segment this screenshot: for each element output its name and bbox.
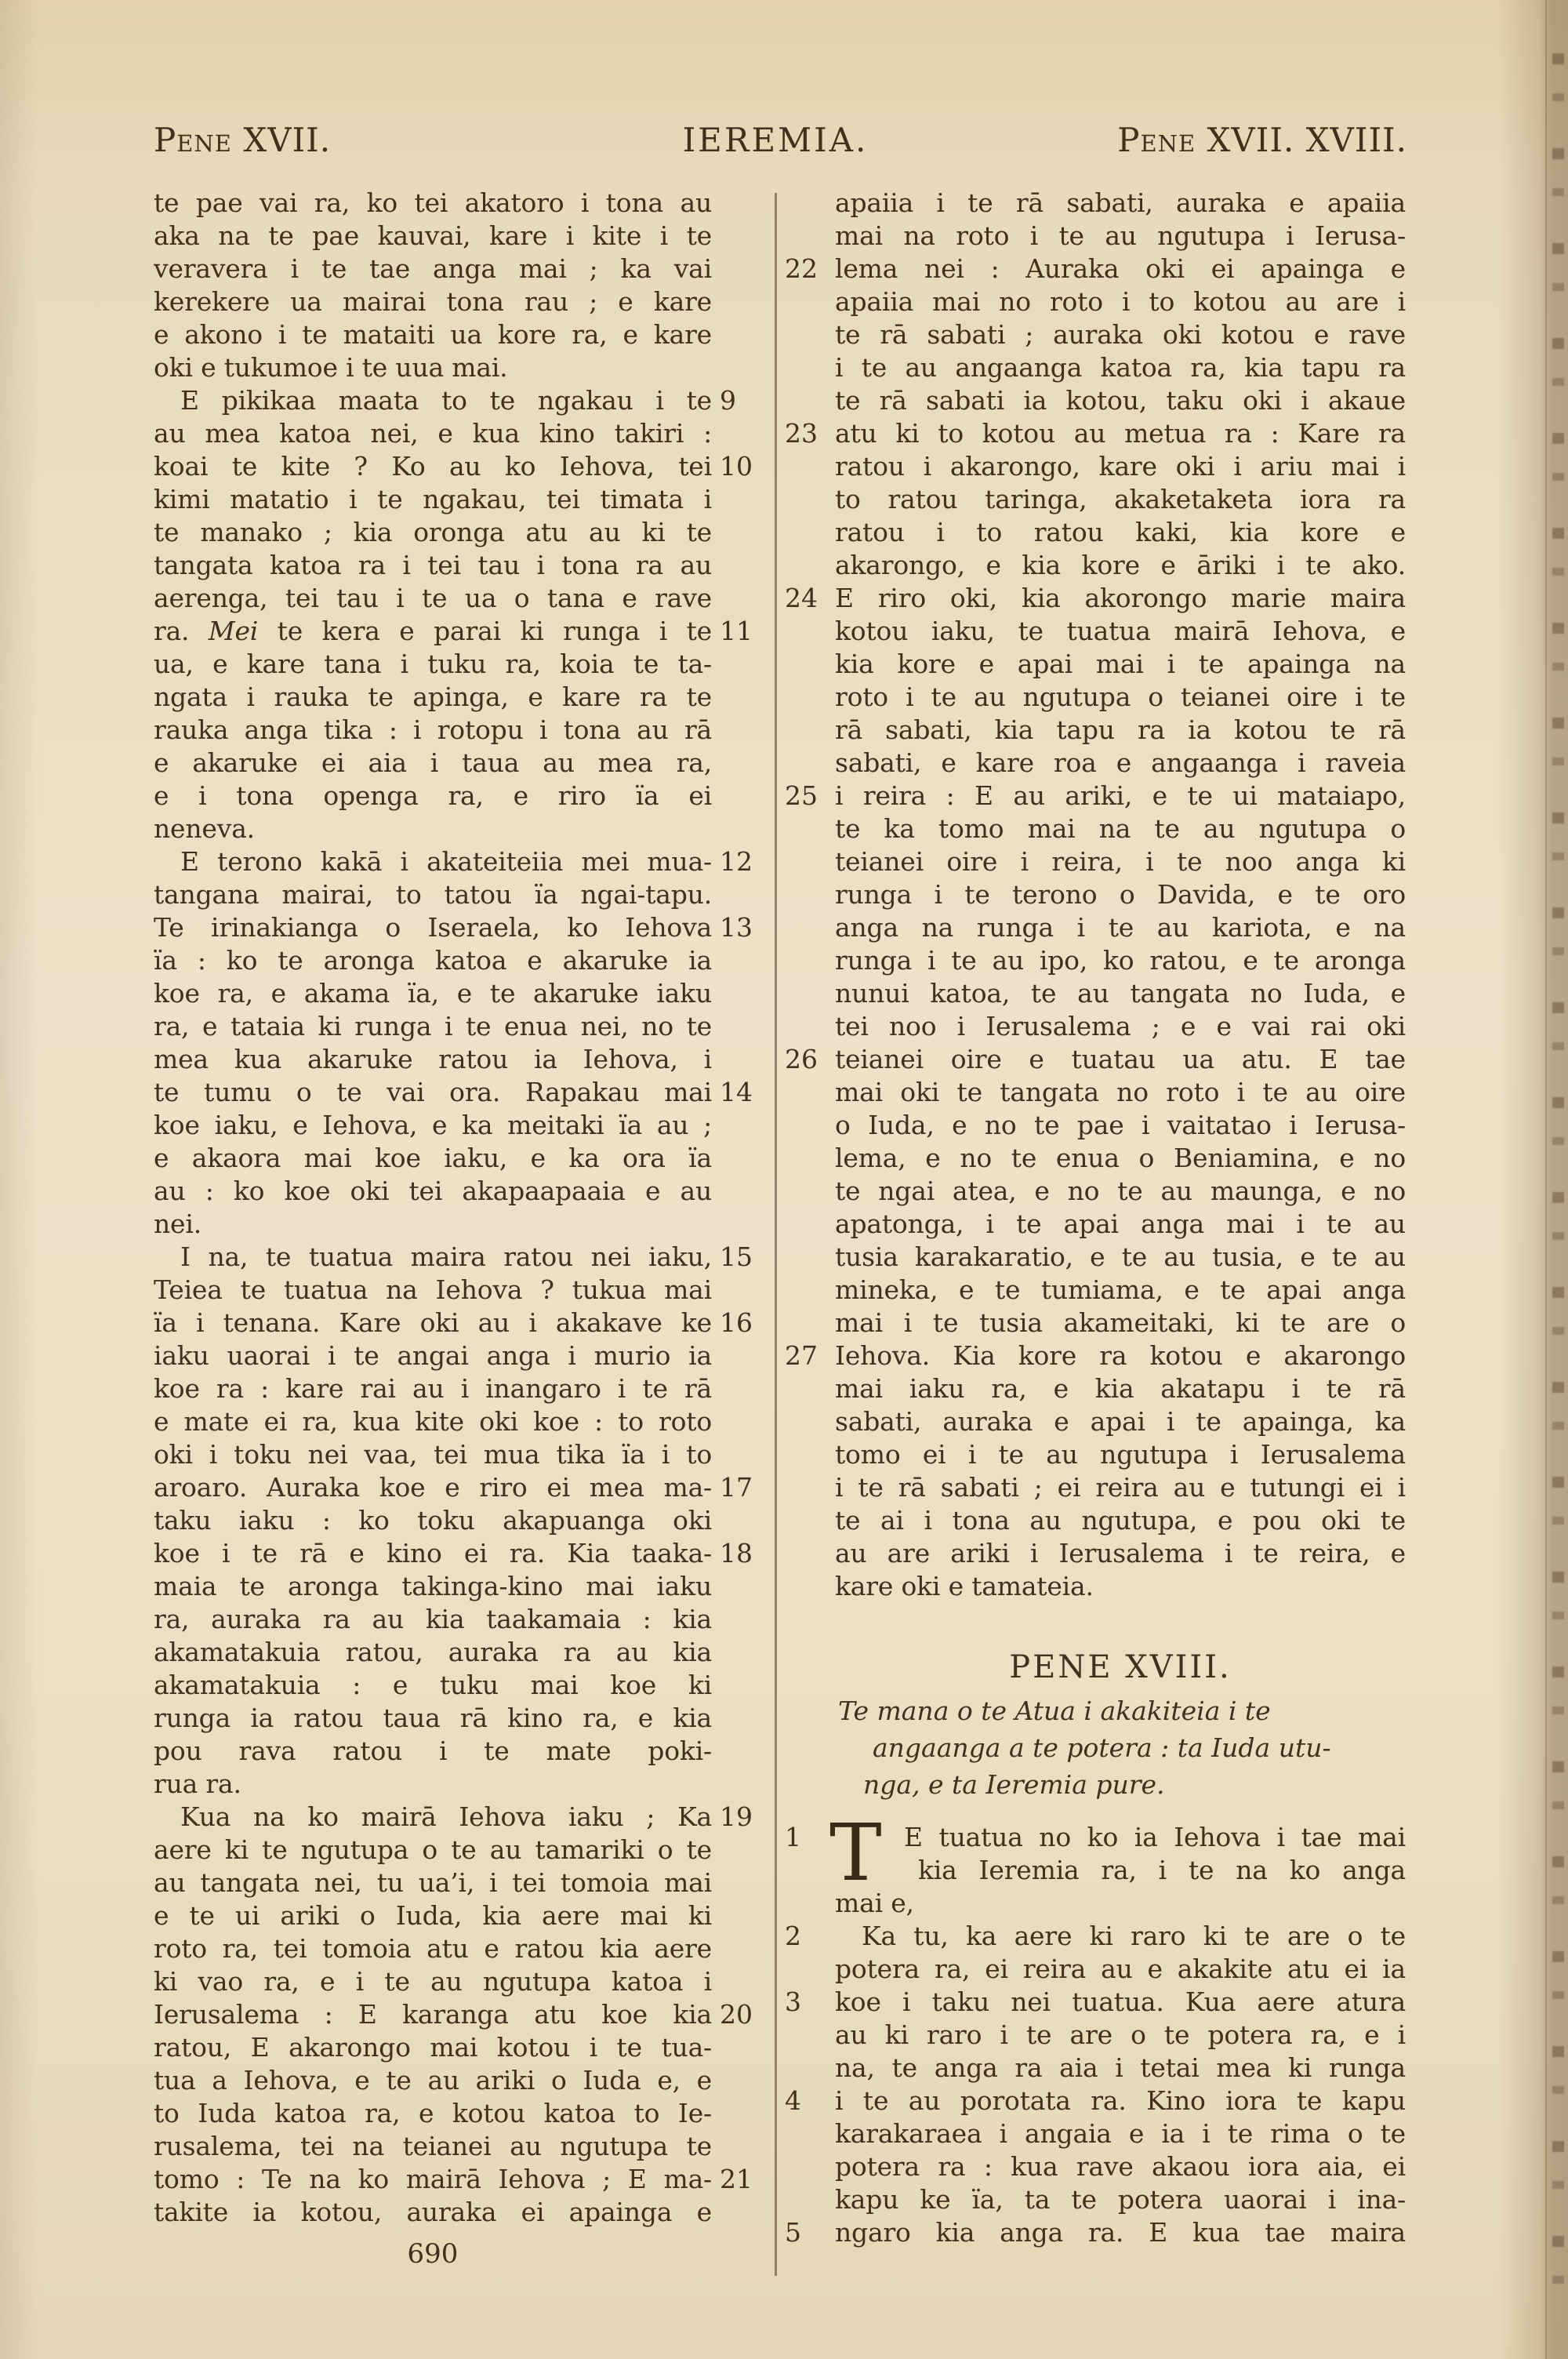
text-line: e mate ei ra, kua kite oki koe : to roto	[154, 1406, 712, 1437]
text-line: e i tona openga ra, e riro ïa ei	[154, 780, 712, 811]
chapter-summary	[835, 1692, 1406, 1803]
text-line: e akaruke ei aia i taua au mea ra,	[154, 747, 712, 778]
text-line: au mea katoa nei, e kua kino takiri :	[154, 418, 712, 449]
text-line: mai i te tusia akameitaki, ki te are o	[835, 1307, 1406, 1338]
text-line: koe ra : kare rai au i inangaro i te rā	[154, 1373, 712, 1404]
text-line: i te rā sabati ; ei reira au e tutungi ei i	[835, 1472, 1406, 1503]
text-line: potera ra : kua rave akaou iora aia, ei	[835, 2151, 1406, 2182]
text-line: ra, auraka ra au kia taakamaia : kia	[154, 1604, 712, 1634]
verse-number: 11	[720, 616, 753, 646]
text-line: aere ki te ngutupa o te au tamariki o te	[154, 1834, 712, 1865]
text-line: sabati, auraka e apai i te apainga, ka	[835, 1406, 1406, 1437]
text-line: ua, e kare tana i tuku ra, koia te ta-	[154, 649, 712, 679]
drop-cap-letter: T	[829, 1807, 882, 1899]
verse-number: 25	[785, 780, 818, 811]
chapter18-text-block	[785, 1821, 1406, 2249]
text-line: rā sabati, kia tapu ra ia kotou te rā	[835, 714, 1406, 745]
text-line: rauka anga tika : i rotopu i tona au rā	[154, 714, 712, 745]
text-line: ïa i tenana. Kare oki au i akakave ke 16	[154, 1307, 712, 1339]
text-line: mai na roto i te au ngutupa i Ierusa-	[835, 220, 1406, 251]
text-line: e te ui ariki o Iuda, kia aere mai ki	[154, 1900, 712, 1931]
text-line: te rā sabati ; auraka oki kotou e rave	[835, 319, 1406, 350]
text-line: koe ra, e akama ïa, e te akaruke iaku	[154, 978, 712, 1009]
text-line: te ai i tona au ngutupa, e pou oki te	[835, 1505, 1406, 1536]
verse-number: 17	[720, 1472, 753, 1503]
text-line: apatonga, i te apai anga mai i te au	[835, 1209, 1406, 1239]
running-head-left-rest: XVII.	[231, 121, 332, 159]
text-line: kia Ieremia ra, i te na ko anga	[918, 1855, 1406, 1885]
text-line: au are ariki i Ierusalema i te reira, e	[835, 1538, 1406, 1568]
text-line: akamatakuia : e tuku mai koe ki	[154, 1670, 712, 1700]
text-line: E riro oki, kia akorongo marie maira 24	[785, 583, 1406, 613]
verse-number: 9	[720, 385, 736, 416]
text-line: o Iuda, e no te pae i vaitatao i Ierusa-	[835, 1110, 1406, 1140]
text-line: veravera i te tae anga mai ; ka vai	[154, 253, 712, 284]
text-line: i te au porotata ra. Kino iora te kapu 4	[785, 2085, 1406, 2116]
text-line: E tuatua no ko ia Iehova i tae mai 1	[785, 1822, 1406, 1852]
text-line: pou rava ratou i te mate poki-	[154, 1736, 712, 1766]
text-line: te tumu o te vai ora. Rapakau mai 14	[154, 1076, 712, 1109]
text-line: Iehova. Kia kore ra kotou e akarongo 27	[785, 1340, 1406, 1371]
text-line: oki e tukumoe i te uua mai.	[154, 352, 508, 383]
text-line: tangana mairai, to tatou ïa ngai-tapu.	[154, 879, 712, 910]
text-line	[154, 615, 753, 648]
verse-number: 19	[720, 1801, 753, 1832]
verse-number: 27	[785, 1340, 818, 1371]
running-head-right	[1117, 121, 1407, 159]
text-line: taku iaku : ko toku akapuanga oki	[154, 1505, 712, 1536]
verse-number: 10	[720, 451, 753, 482]
text-line: teianei oire e tuatau ua atu. E tae 26	[785, 1044, 1406, 1074]
text-line: e akono i te mataiti ua kore ra, e kare	[154, 319, 712, 350]
text-line: mineka, e te tumiama, e te apai anga	[835, 1274, 1406, 1305]
text-line: mai iaku ra, e kia akatapu i te rā	[835, 1373, 1406, 1404]
chapter-heading: PENE XVIII.	[1009, 1649, 1232, 1685]
running-head-left	[154, 121, 331, 159]
text-line: rua ra.	[154, 1768, 241, 1799]
text-line: te manako ; kia oronga atu au ki te	[154, 517, 712, 547]
text-line: ratou i to ratou kaki, kia kore e	[835, 517, 1406, 547]
text-line: to Iuda katoa ra, e kotou katoa to Ie-	[154, 2098, 712, 2128]
text-line: kotou iaku, te tuatua mairā Iehova, e	[835, 616, 1406, 646]
text-line: i reira : E au ariki, e te ui mataiapo, 25	[785, 780, 1406, 811]
text-line: apaiia mai no roto i to kotou au are i	[835, 286, 1406, 317]
text-line: roto ra, tei tomoia atu e ratou kia aere	[154, 1933, 712, 1964]
text-line: tomo ei i te au ngutupa i Ierusalema	[835, 1439, 1406, 1470]
text-line: tua a Iehova, e te au ariki o Iuda e, e	[154, 2065, 712, 2095]
text-line: tusia karakaratio, e te au tusia, e te au	[835, 1241, 1406, 1272]
text-line: na, te anga ra aia i tetai mea ki runga	[835, 2052, 1406, 2083]
text-line: Ka tu, ka aere ki raro ki te are o te 2	[785, 1921, 1406, 1951]
text-line: lema nei : Auraka oki ei apainga e 22	[785, 253, 1406, 284]
text-line: Kua na ko mairā Iehova iaku ; Ka 19	[154, 1801, 712, 1834]
text-line: runga i te au ipo, ko ratou, e te aronga	[835, 945, 1406, 976]
text-line: kare oki e tamateia.	[835, 1571, 1094, 1601]
verse-number: 4	[785, 2085, 801, 2116]
next-page-text-fragments	[1552, 31, 1564, 2306]
text-line: ratou i akarongo, kare oki i ariu mai i	[835, 451, 1406, 482]
text-line: au tangata nei, tu ua’i, i tei tomoia mai	[154, 1867, 712, 1898]
text-line: Ierusalema : E karanga atu koe kia 20	[154, 1998, 712, 2031]
text-line: koe i te rā e kino ei ra. Kia taaka- 18	[154, 1537, 712, 1570]
text-line: lema, e no te enua o Beniamina, e no	[835, 1143, 1406, 1173]
text-line: e akaora mai koe iaku, e ka ora ïa	[154, 1143, 712, 1173]
text-line: akamatakuia ratou, auraka ra au kia	[154, 1637, 712, 1667]
left-text-column	[154, 187, 753, 2229]
running-head-left-smallcaps: Pene	[154, 121, 232, 159]
text-line: mai e,	[835, 1888, 914, 1918]
text-line: tangata katoa ra i tei tau i tona ra au	[154, 550, 712, 580]
text-line: koe i taku nei tuatua. Kua aere atura 3	[785, 1986, 1406, 2017]
text-line: Te irinakianga o Iseraela, ko Iehova 13	[154, 911, 712, 944]
verse-number: 3	[785, 1986, 801, 2017]
italic-word: Mei	[208, 616, 259, 646]
verse-number: 1	[785, 1822, 801, 1852]
text-line: mai oki te tangata no roto i te au oire	[835, 1077, 1406, 1107]
verse-number: 26	[785, 1044, 818, 1074]
text-line: ratou, E akarongo mai kotou i te tua-	[154, 2032, 712, 2063]
text-line: runga ia ratou taua rā kino ra, e kia	[154, 1703, 712, 1733]
verse-number: 12	[720, 846, 753, 877]
verse-number: 18	[720, 1538, 753, 1568]
text-line: Teiea te tuatua na Iehova ? tukua mai	[154, 1274, 712, 1305]
chapter-summary-line: nga, e ta Ieremia pure.	[863, 1769, 1165, 1800]
text-line: tei noo i Ierusalema ; e e vai rai oki	[835, 1011, 1406, 1041]
text-line: koai te kite ? Ko au ko Iehova, tei 10	[154, 450, 712, 483]
text-line: te ngai atea, e no te au maunga, e no	[835, 1176, 1406, 1206]
text-line: ki vao ra, e i te au ngutupa katoa i	[154, 1966, 712, 1997]
text-line: te rā sabati ia kotou, taku oki i akaue	[835, 385, 1406, 416]
text-line: anga na runga i te au kariota, e na	[835, 912, 1406, 943]
text-segment: ra.	[154, 616, 209, 646]
text-line: te ka tomo mai na te au ngutupa o	[835, 813, 1406, 844]
text-line: neneva.	[154, 813, 255, 844]
running-head-title: IEREMIA.	[682, 121, 869, 159]
running-head-right-rest: XVII. XVIII.	[1196, 121, 1407, 159]
text-line: mea kua akaruke ratou ia Iehova, i	[154, 1044, 712, 1074]
chapter-summary-line: angaanga a te potera : ta Iuda utu-	[873, 1732, 1331, 1763]
text-line: i te au angaanga katoa ra, kia tapu ra	[835, 352, 1406, 383]
text-line: kimi matatio i te ngakau, tei timata i	[154, 484, 712, 514]
verse-number: 5	[785, 2217, 801, 2248]
verse-number: 20	[720, 1999, 753, 2030]
text-line: aroaro. Auraka koe e riro ei mea ma- 17	[154, 1471, 712, 1504]
text-line: E pikikaa maata to te ngakau i te 9	[154, 384, 712, 417]
text-line: roto i te au ngutupa o teianei oire i te	[835, 682, 1406, 712]
text-line: takite ia kotou, auraka ei apainga e	[154, 2197, 712, 2227]
right-text-column	[785, 187, 1406, 1603]
page-number: 690	[407, 2238, 459, 2270]
text-line: rusalema, tei na teianei au ngutupa te	[154, 2131, 712, 2161]
text-line: koe iaku, e Iehova, e ka meitaki ïa au ;	[154, 1110, 712, 1140]
text-line: maia te aronga takinga-kino mai iaku	[154, 1571, 712, 1601]
text-line: apaiia i te rā sabati, auraka e apaiia	[835, 187, 1406, 218]
verse-number: 21	[720, 2164, 753, 2194]
text-line: to ratou taringa, akaketaketa iora ra	[835, 484, 1406, 514]
text-line: E terono kakā i akateiteiia mei mua- 12	[154, 845, 712, 878]
column-divider-rule	[775, 193, 777, 2276]
text-line: nunui katoa, te au tangata no Iuda, e	[835, 978, 1406, 1009]
text-line: kia kore e apai mai i te apainga na	[835, 649, 1406, 679]
text-line: karakaraea i angaia e ia i te rima o te	[835, 2118, 1406, 2149]
text-line: tomo : Te na ko mairā Iehova ; E ma- 21	[154, 2163, 712, 2196]
text-line: runga i te terono o Davida, e te oro	[835, 879, 1406, 910]
verse-number: 24	[785, 583, 818, 613]
text-line: iaku uaorai i te angai anga i murio ia	[154, 1340, 712, 1371]
text-line: sabati, e kare roa e angaanga i raveia	[835, 747, 1406, 778]
text-line: ngata i rauka te apinga, e kare ra te	[154, 682, 712, 712]
verse-number: 23	[785, 418, 818, 449]
text-line: ra, e tataia ki runga i te enua nei, no te	[154, 1011, 712, 1041]
text-line: nei.	[154, 1209, 202, 1239]
text-line: teianei oire i reira, i te noo anga ki	[835, 846, 1406, 877]
verse-number: 2	[785, 1921, 801, 1951]
text-line: kapu ke ïa, ta te potera uaorai i ina-	[835, 2184, 1406, 2215]
page-edge-crease	[1545, 0, 1547, 2359]
running-head-right-smallcaps: Pene	[1117, 121, 1196, 159]
text-line: potera ra, ei reira au e akakite atu ei ia	[835, 1954, 1406, 1984]
verse-number: 15	[720, 1241, 753, 1272]
text-line: au ki raro i te are o te potera ra, e i	[835, 2019, 1406, 2050]
text-line: oki i toku nei vaa, tei mua tika ïa i to	[154, 1439, 712, 1470]
text-line: atu ki to kotou au metua ra : Kare ra 23	[785, 418, 1406, 449]
verse-number: 22	[785, 253, 818, 284]
text-segment: te kera e parai ki runga i te	[258, 616, 712, 646]
text-line: kerekere ua mairai tona rau ; e kare	[154, 286, 712, 317]
chapter-summary-line: Te mana o te Atua i akakiteia i te	[838, 1696, 1271, 1726]
text-line: ïa : ko te aronga katoa e akaruke ia	[154, 945, 712, 976]
verse-number: 16	[720, 1307, 753, 1338]
text-line: aka na te pae kauvai, kare i kite i te	[154, 220, 712, 251]
text-line: aerenga, tei tau i te ua o tana e rave	[154, 583, 712, 613]
verse-number: 13	[720, 912, 753, 943]
text-line: I na, te tuatua maira ratou nei iaku, 15	[154, 1241, 712, 1274]
text-line: te pae vai ra, ko tei akatoro i tona au	[154, 187, 712, 218]
text-line: akarongo, e kia kore e āriki i te ako.	[835, 550, 1406, 580]
verse-number: 14	[720, 1077, 753, 1107]
text-line: au : ko koe oki tei akapaapaaia e au	[154, 1176, 712, 1206]
text-line: ngaro kia anga ra. E kua tae maira 5	[785, 2217, 1406, 2248]
